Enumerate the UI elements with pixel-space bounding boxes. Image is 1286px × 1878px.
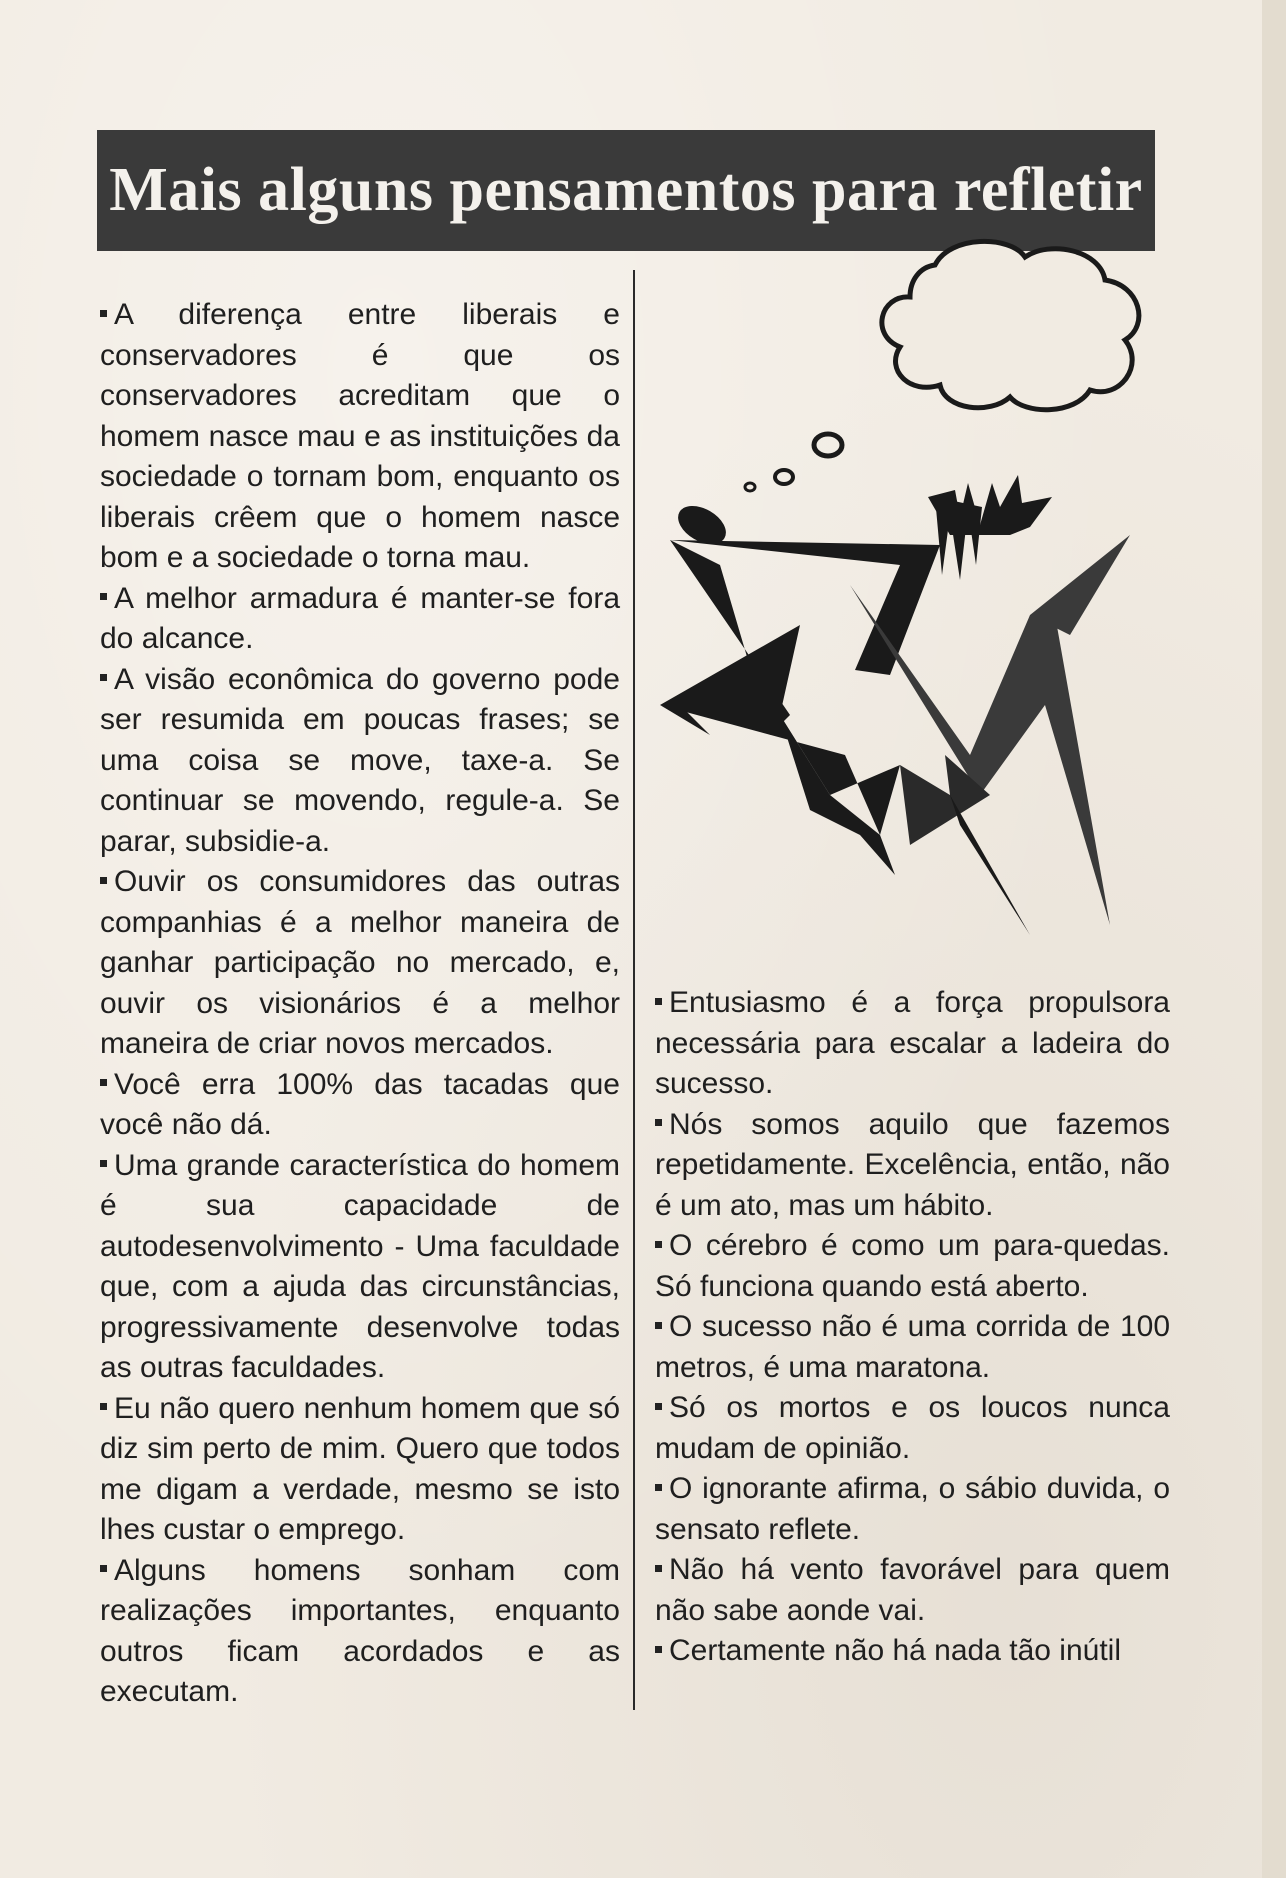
thought-item: Alguns homens sonham com realizações importantes, enquanto outros ficam acordados e as executam. [100, 1553, 620, 1708]
bullet-icon [655, 1241, 662, 1248]
bullet-icon [100, 674, 107, 681]
bullet-icon [100, 1565, 107, 1572]
title-banner [97, 130, 1155, 251]
thought-item: A visão econômica do governo pode ser resumida em poucas frases; se uma coisa se move, taxe-a. Se continuar se movendo, regule-a. Se parar, subsidie-a. [100, 662, 620, 858]
bullet-icon [655, 1322, 662, 1329]
thought-item: O cérebro é como um para-quedas. Só funciona quando está aberto. [655, 1229, 1170, 1303]
thought-item: Uma grande característica do homem é sua capacidade de autodesenvolvimento - Uma faculdade que, com a ajuda das circunstâncias, progressivamente desenvolve todas as outras faculdades. [100, 1148, 620, 1384]
right-column [655, 983, 1170, 1672]
bullet-icon [100, 1403, 107, 1410]
bullet-icon [100, 1079, 107, 1086]
bullet-icon [100, 310, 107, 317]
bullet-icon [100, 593, 107, 600]
thought-item: Só os mortos e os loucos nunca mudam de opinião. [655, 1391, 1170, 1465]
thought-cloud-icon [882, 241, 1139, 409]
thought-item: Não há vento favorável para quem não sabe aonde vai. [655, 1553, 1170, 1627]
column-divider [633, 270, 635, 1710]
thought-item: Entusiasmo é a força propulsora necessária para escalar a ladeira do sucesso. [655, 986, 1170, 1100]
thought-item: A diferença entre liberais e conservadores é que os conservadores acreditam que o homem nasce mau e as instituições da sociedade o tornam bom, enquanto os liberais crêem que o homem nasce bom e a sociedade o torna mau. [100, 298, 620, 574]
bullet-icon [655, 1119, 662, 1126]
bullet-icon [100, 877, 107, 884]
thought-item: Ouvir os consumidores das outras companhias é a melhor maneira de ganhar participação no mercado, e, ouvir os visionários é a melhor maneira de criar novos mercados. [100, 865, 620, 1060]
thought-bubble-icon [745, 483, 755, 491]
thought-bubble-icon [814, 434, 842, 456]
bullet-icon [655, 1484, 662, 1491]
thought-item: Nós somos aquilo que fazemos repetidamente. Excelência, então, não é um ato, mas um hábito. [655, 1107, 1170, 1222]
thought-item: Eu não quero nenhum homem que só diz sim perto de mim. Quero que todos me digam a verdade, mesmo se isto lhes custar o emprego. [100, 1391, 620, 1546]
thought-bubble-icon [775, 470, 793, 484]
left-column [100, 295, 620, 1713]
thought-item: O sucesso não é uma corrida de 100 metros, é uma maratona. [655, 1310, 1170, 1384]
thought-item: O ignorante afirma, o sábio duvida, o sensato reflete. [655, 1472, 1170, 1546]
thought-item: Certamente não há nada tão inútil [655, 1631, 1170, 1672]
bullet-icon [655, 1565, 662, 1572]
bullet-icon [655, 1403, 662, 1410]
thought-item: A melhor armadura é manter-se fora do alcance. [100, 581, 620, 655]
bullet-icon [100, 1160, 107, 1167]
thought-item: Você erra 100% das tacadas que você não dá. [100, 1067, 620, 1141]
page-title: Mais alguns pensamentos para refletir [109, 156, 1143, 224]
bullet-icon [655, 1646, 662, 1653]
thinking-figure-icon [650, 235, 1160, 955]
bullet-icon [655, 998, 662, 1005]
